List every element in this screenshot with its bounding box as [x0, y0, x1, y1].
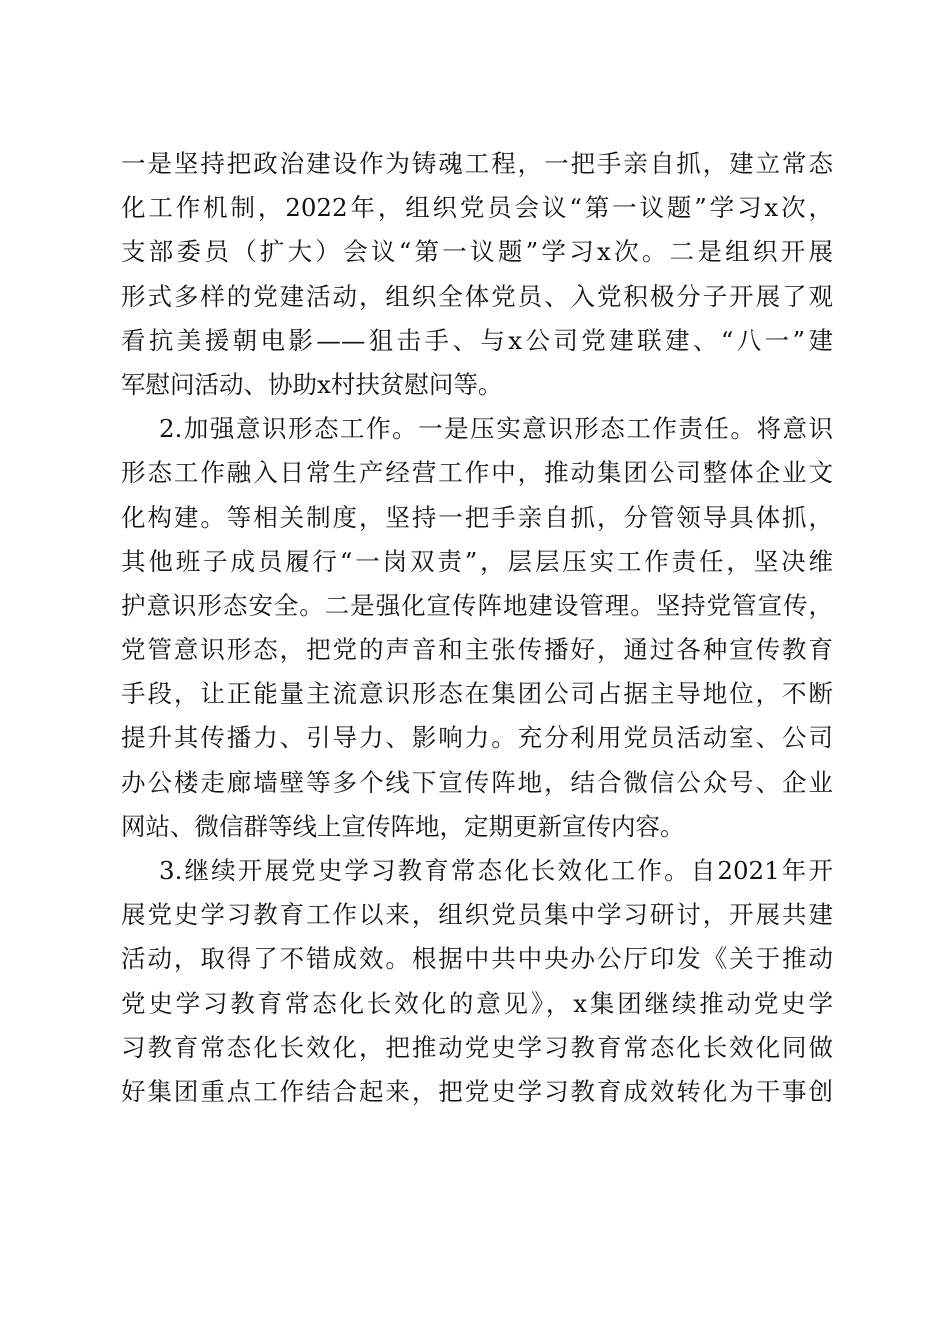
text-line: 党史学习教育常态化长效化的意见》，x集团继续推动党史学: [121, 988, 833, 1018]
text-line: 活动，取得了不错成效。根据中共中央办公厅印发《关于推动: [121, 944, 833, 974]
text-line: 一是坚持把政治建设作为铸魂工程，一把手亲自抓，建立常态: [121, 149, 833, 178]
document-body: [121, 142, 833, 1114]
text-line: 军慰问活动、协助x村扶贫慰问等。: [121, 369, 503, 399]
text-line: 3.继续开展党史学习教育常态化长效化工作。自2021年开: [159, 856, 833, 885]
text-line: 好集团重点工作结合起来，把党史学习教育成效转化为干事创: [121, 1076, 833, 1106]
text-line: 支部委员（扩大）会议“第一议题”学习x次。二是组织开展: [121, 237, 833, 267]
paragraph-ideology-work: [121, 407, 833, 849]
paragraph-party-building: [121, 142, 833, 407]
text-line: 其他班子成员履行“一岗双责”，层层压实工作责任，坚决维: [121, 546, 833, 576]
paragraph-party-history-study: [121, 849, 833, 1114]
text-line: 看抗美援朝电影——狙击手、与x公司党建联建、“八一”建: [121, 325, 833, 355]
text-line: 习教育常态化长效化，把推动党史学习教育常态化长效化同做: [121, 1032, 833, 1062]
text-line: 展党史学习教育工作以来，组织党员集中学习研讨，开展共建: [121, 900, 833, 930]
text-line: 党管意识形态，把党的声音和主张传播好，通过各种宣传教育: [121, 635, 833, 665]
text-line: 护意识形态安全。二是强化宣传阵地建设管理。坚持党管宣传，: [121, 590, 833, 620]
text-line: 化构建。等相关制度，坚持一把手亲自抓，分管领导具体抓，: [121, 502, 833, 532]
text-line: 形态工作融入日常生产经营工作中，推动集团公司整体企业文: [121, 458, 833, 488]
text-line: 办公楼走廊墙壁等多个线下宣传阵地，结合微信公众号、企业: [121, 767, 833, 797]
text-line: 手段，让正能量主流意识形态在集团公司占据主导地位，不断: [121, 679, 833, 709]
text-line: 化工作机制，2022年，组织党员会议“第一议题”学习x次，: [121, 193, 833, 223]
text-line: 网站、微信群等线上宣传阵地，定期更新宣传内容。: [121, 811, 685, 841]
text-line: 形式多样的党建活动，组织全体党员、入党积极分子开展了观: [121, 281, 833, 311]
text-line: 提升其传播力、引导力、影响力。充分利用党员活动室、公司: [121, 723, 833, 753]
text-line: 2.加强意识形态工作。一是压实意识形态工作责任。将意识: [159, 414, 833, 444]
